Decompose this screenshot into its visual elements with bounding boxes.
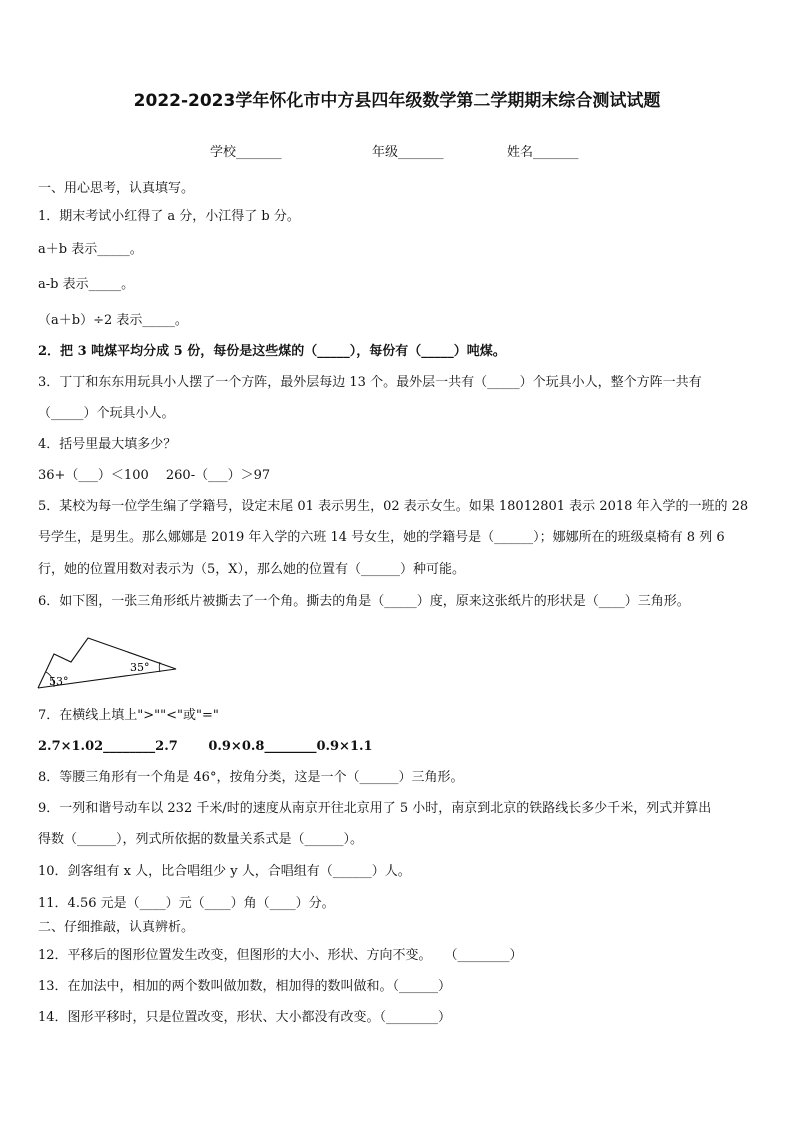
- question-text: 9．一列和谐号动车以 232 千米/时的速度从南京开往北京用了 5 小时，南京到北京的铁路线长多少千米，列式并算出: [38, 801, 712, 816]
- torn-triangle-figure: [34, 632, 184, 694]
- question-text: 2.7×1.02________2.7 0.9×0.8________0.9×1.1: [38, 739, 373, 754]
- question-text: 12．平移后的图形位置发生改变，但图形的大小、形状、方向不变。 （________）: [38, 948, 523, 963]
- question-text: 号学生，是男生。那么娜娜是 2019 年入学的六班 14 号女生，她的学籍号是（______）；娜娜所在的班级桌椅有 8 列 6: [38, 530, 725, 545]
- question-text: 11．4.56 元是（____）元（____）角（____）分。: [38, 896, 335, 911]
- grade-field: 年级_______: [372, 145, 444, 160]
- question-text: 13．在加法中，相加的两个数叫做加数，相加得的数叫做和。（______）: [38, 979, 452, 994]
- name-field: 姓名_______: [507, 145, 579, 160]
- question-text: 10．剑客组有 x 人，比合唱组少 y 人，合唱组有（______）人。: [38, 864, 411, 879]
- question-text: 7．在横线上填上">""<"或"=": [38, 708, 219, 723]
- question-text: 5．某校为每一位学生编了学籍号，设定末尾 01 表示男生，02 表示女生。如果 18012801 表示 2018 年入学的一班的 28: [38, 499, 749, 514]
- question-text: 8．等腰三角形有一个角是 46°，按角分类，这是一个（______）三角形。: [38, 770, 464, 785]
- page-title: 2022-2023学年怀化市中方县四年级数学第二学期期末综合测试试题: [133, 91, 661, 111]
- angle-label-53: 53°: [49, 675, 69, 688]
- question-text: 6．如下图，一张三角形纸片被撕去了一个角。撕去的角是（_____）度，原来这张纸片的形状是（____）三角形。: [38, 594, 690, 609]
- question-text: （_____）个玩具小人。: [38, 406, 175, 421]
- question-text: 行，她的位置用数对表示为（5，X），那么她的位置有（______）种可能。: [38, 562, 466, 577]
- question-text: （a＋b）÷2 表示_____。: [38, 313, 188, 328]
- question-text: 3．丁丁和东东用玩具小人摆了一个方阵，最外层每边 13 个。最外层一共有（_____）个玩具小人，整个方阵一共有: [38, 375, 702, 390]
- question-text: 14．图形平移时，只是位置改变，形状、大小都没有改变。（________）: [38, 1010, 452, 1025]
- question-text: 36+（___）＜100 260-（___）＞97: [38, 468, 271, 483]
- section-heading: 一、用心思考，认真填写。: [38, 181, 195, 196]
- question-text: 2．把 3 吨煤平均分成 5 份，每份是这些煤的（_____），每份有（_____）吨煤。: [38, 344, 506, 359]
- question-text: 4．括号里最大填多少？: [38, 437, 177, 452]
- question-text: a＋b 表示_____。: [38, 242, 143, 257]
- angle-label-35: 35°: [130, 661, 150, 674]
- question-text: a-b 表示_____。: [38, 277, 135, 292]
- question-text: 1．期末考试小红得了 a 分，小江得了 b 分。: [38, 209, 300, 224]
- school-field: 学校_______: [210, 145, 282, 160]
- question-text: 得数（______），列式所依据的数量关系式是（______）。: [38, 832, 364, 847]
- section-heading: 二、仔细推敲，认真辨析。: [38, 920, 195, 935]
